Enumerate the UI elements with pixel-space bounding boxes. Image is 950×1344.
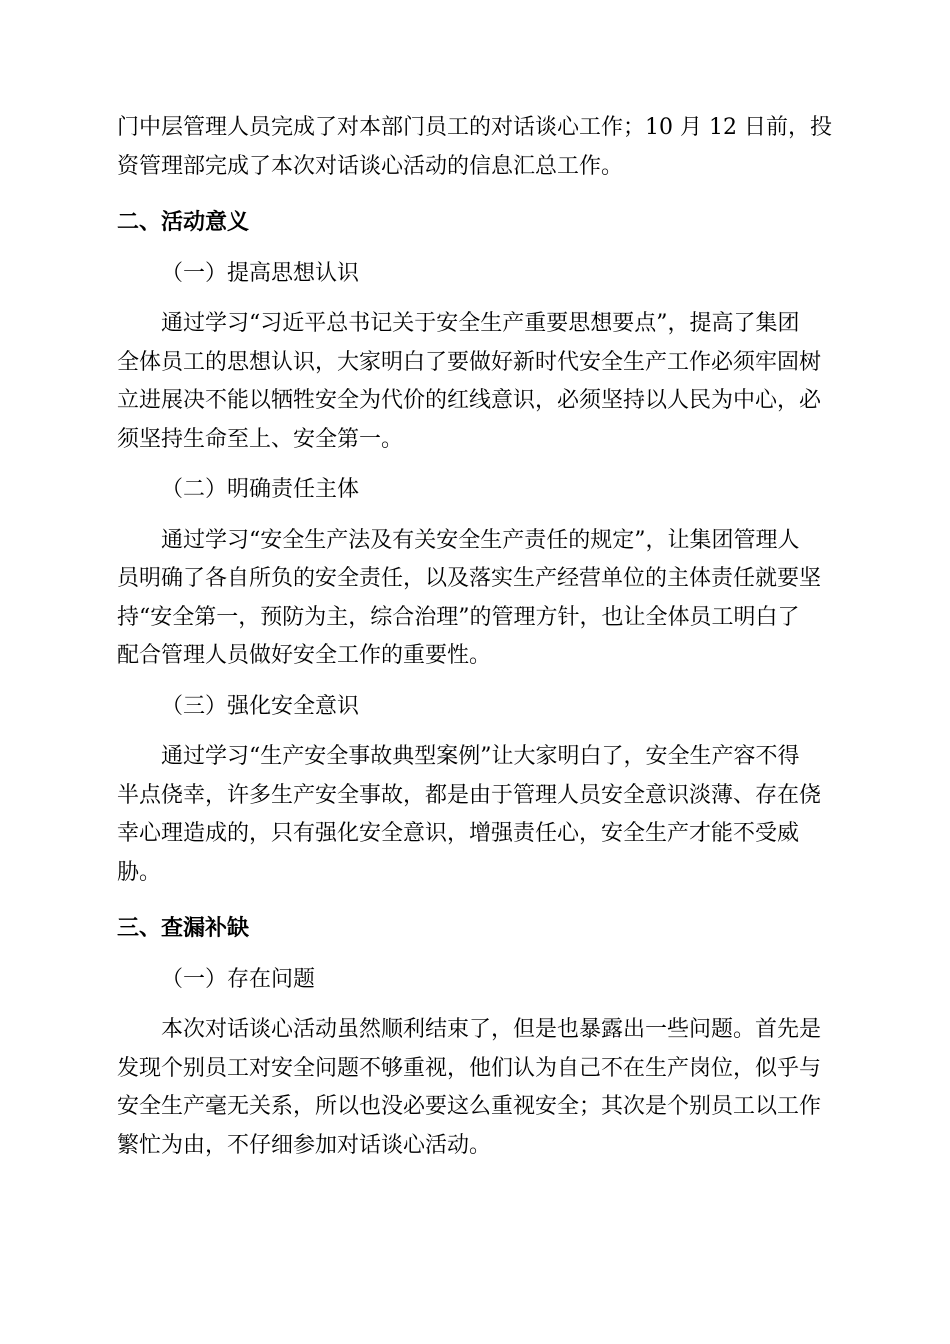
paragraph-line: 配合管理人员做好安全工作的重要性。 [117, 643, 492, 668]
section-heading-activity-significance: 二、活动意义 [117, 210, 250, 235]
subsection-title-raise-awareness: （一）提高思想认识 [161, 260, 360, 286]
paragraph-raise-awareness [117, 305, 832, 459]
paragraph-line: 通过学习“习近平总书记关于安全生产重要思想要点”，提高了集团 [161, 311, 800, 336]
paragraph-line: 门中层管理人员完成了对本部门员工的对话谈心工作；10 月 12 日前，投 [117, 115, 832, 140]
paragraph-line: 须坚持生命至上、安全第一。 [117, 426, 404, 452]
paragraph-line: 全体员工的思想认识，大家明白了要做好新时代安全生产工作必须牢固树 [117, 349, 822, 375]
intro-paragraph [117, 109, 832, 186]
paragraph-line: 通过学习“安全生产法及有关安全生产责任的规定”，让集团管理人 [161, 527, 800, 553]
paragraph-existing-problems [117, 1011, 832, 1165]
subsection-title-clarify-responsibility: （二）明确责任主体 [161, 477, 360, 502]
paragraph-line: 胁。 [117, 859, 162, 885]
paragraph-line: 半点侥幸，许多生产安全事故，都是由于管理人员安全意识淡薄、存在侥 [117, 782, 822, 808]
paragraph-line: 繁忙为由，不仔细参加对话谈心活动。 [117, 1132, 492, 1158]
paragraph-line: 立进展决不能以牺牲安全为代价的红线意识，必须坚持以人民为中心，必 [117, 388, 822, 413]
subsection-title-strengthen-safety: （三）强化安全意识 [161, 693, 360, 719]
paragraph-line: 持“安全第一，预防为主，综合治理”的管理方针，也让全体员工明白了 [117, 604, 800, 630]
paragraph-line: 本次对话谈心活动虽然顺利结束了，但是也暴露出一些问题。首先是 [161, 1017, 822, 1042]
paragraph-line: 资管理部完成了本次对话谈心活动的信息汇总工作。 [117, 153, 624, 179]
subsection-title-existing-problems: （一）存在问题 [161, 966, 316, 992]
paragraph-clarify-responsibility [117, 522, 832, 676]
paragraph-strengthen-safety [117, 738, 832, 892]
paragraph-line: 通过学习“生产安全事故典型案例”让大家明白了，安全生产容不得 [161, 744, 800, 769]
section-heading-gap-filling: 三、查漏补缺 [117, 916, 250, 941]
paragraph-line: 员明确了各自所负的安全责任，以及落实生产经营单位的主体责任就要坚 [117, 566, 822, 591]
paragraph-line: 发现个别员工对安全问题不够重视，他们认为自己不在生产岗位，似乎与 [117, 1055, 822, 1081]
paragraph-line: 安全生产毫无关系，所以也没必要这么重视安全；其次是个别员工以工作 [117, 1094, 822, 1119]
paragraph-line: 幸心理造成的，只有强化安全意识，增强责任心，安全生产才能不受威 [117, 821, 800, 846]
